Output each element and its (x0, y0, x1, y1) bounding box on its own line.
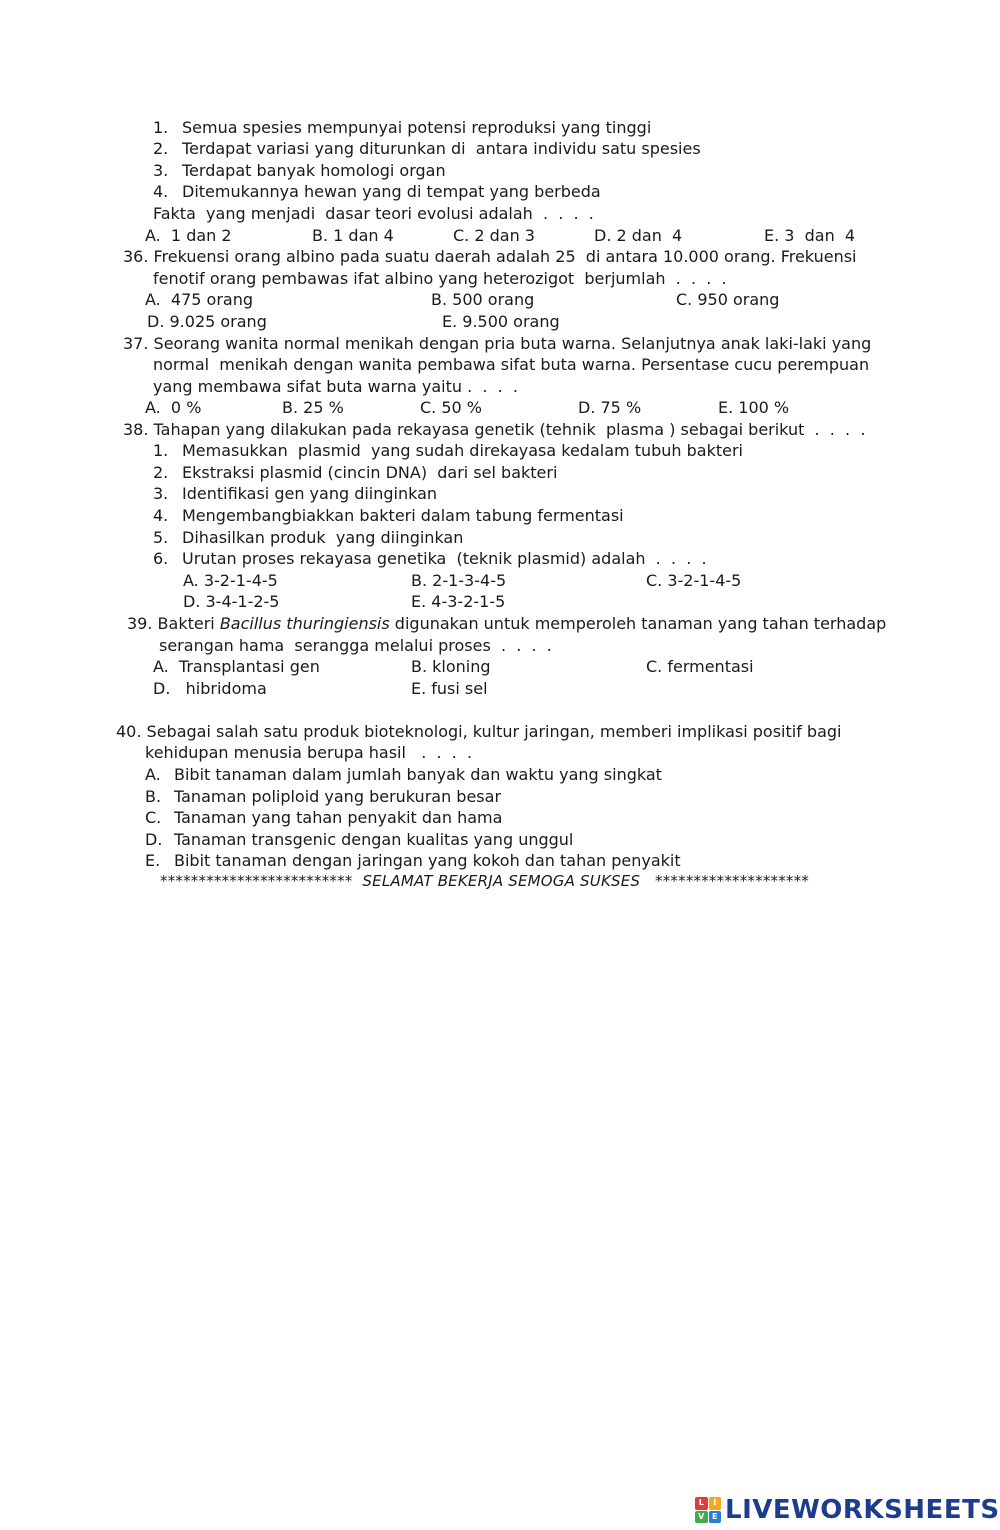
liveworksheets-brand[interactable] (695, 1495, 1000, 1525)
q39-option-c[interactable]: C. fermentasi (646, 657, 754, 676)
q35-option-a[interactable]: A. 1 dan 2 (145, 226, 232, 245)
q37-question-line-3: yang membawa sifat buta warna yaitu . . . . (153, 377, 518, 396)
q37-option-a[interactable]: A. 0 % (145, 398, 202, 417)
brand-name: LIVEWORKSHEETS (725, 1495, 1000, 1525)
q38-question-line-1: 38. Tahapan yang dilakukan pada rekayasa genetik (tehnik plasma ) sebagai berikut . . . . (123, 420, 866, 439)
q37-option-e[interactable]: E. 100 % (718, 398, 790, 417)
q38-option-c[interactable]: C. 3-2-1-4-5 (646, 571, 742, 590)
q38-option-a[interactable]: A. 3-2-1-4-5 (183, 571, 278, 590)
q39-species-name: Bacillus thuringiensis (219, 614, 390, 633)
q36-option-a[interactable]: A. 475 orang (145, 290, 254, 309)
q39-question-line-1: 39. Bakteri Bacillus thuringiensis digunakan untuk memperoleh tanaman yang tahan terhadap (127, 614, 887, 633)
q40-question-line-2: kehidupan menusia berupa hasil . . . . (145, 743, 473, 762)
q35-option-b[interactable]: B. 1 dan 4 (312, 226, 394, 245)
q35-option-c[interactable]: C. 2 dan 3 (453, 226, 535, 245)
q39-option-e[interactable]: E. fusi sel (411, 679, 488, 698)
q36-option-e[interactable]: E. 9.500 orang (442, 312, 560, 331)
q36-option-b[interactable]: B. 500 orang (431, 290, 535, 309)
q35-stem: Fakta yang menjadi dasar teori evolusi adalah . . . . (153, 204, 594, 223)
liveworksheets-logo-icon: L I V E (695, 1497, 721, 1523)
q36-question-line-1: 36. Frekuensi orang albino pada suatu daerah adalah 25 di antara 10.000 orang. Frekuensi (123, 247, 857, 266)
q39-option-a[interactable]: A. Transplantasi gen (153, 657, 320, 676)
q40-question-line-1: 40. Sebagai salah satu produk bioteknologi, kultur jaringan, memberi implikasi positif bagi (116, 722, 842, 741)
q39-option-b[interactable]: B. kloning (411, 657, 491, 676)
q37-option-d[interactable]: D. 75 % (578, 398, 642, 417)
closing-message: ************************* SELAMAT BEKERJA SEMOGA SUKSES ******************** (160, 872, 810, 890)
q37-option-b[interactable]: B. 25 % (282, 398, 344, 417)
q38-option-b[interactable]: B. 2-1-3-4-5 (411, 571, 507, 590)
q36-option-d[interactable]: D. 9.025 orang (147, 312, 267, 331)
q39-question-line-2: serangan hama serangga melalui proses . . . . (159, 636, 552, 655)
q35-option-e[interactable]: E. 3 dan 4 (764, 226, 856, 245)
q39-option-d[interactable]: D. hibridoma (153, 679, 267, 698)
q35-option-d[interactable]: D. 2 dan 4 (594, 226, 683, 245)
q37-question-line-2: normal menikah dengan wanita pembawa sifat buta warna. Persentase cucu perempuan (153, 355, 870, 374)
q38-option-e[interactable]: E. 4-3-2-1-5 (411, 592, 506, 611)
q36-option-c[interactable]: C. 950 orang (676, 290, 780, 309)
q38-option-d[interactable]: D. 3-4-1-2-5 (183, 592, 280, 611)
q36-question-line-2: fenotif orang pembawas ifat albino yang heterozigot berjumlah . . . . (153, 269, 727, 288)
q37-option-c[interactable]: C. 50 % (420, 398, 482, 417)
q37-question-line-1: 37. Seorang wanita normal menikah dengan pria buta warna. Selanjutnya anak laki-laki yang (123, 334, 872, 353)
